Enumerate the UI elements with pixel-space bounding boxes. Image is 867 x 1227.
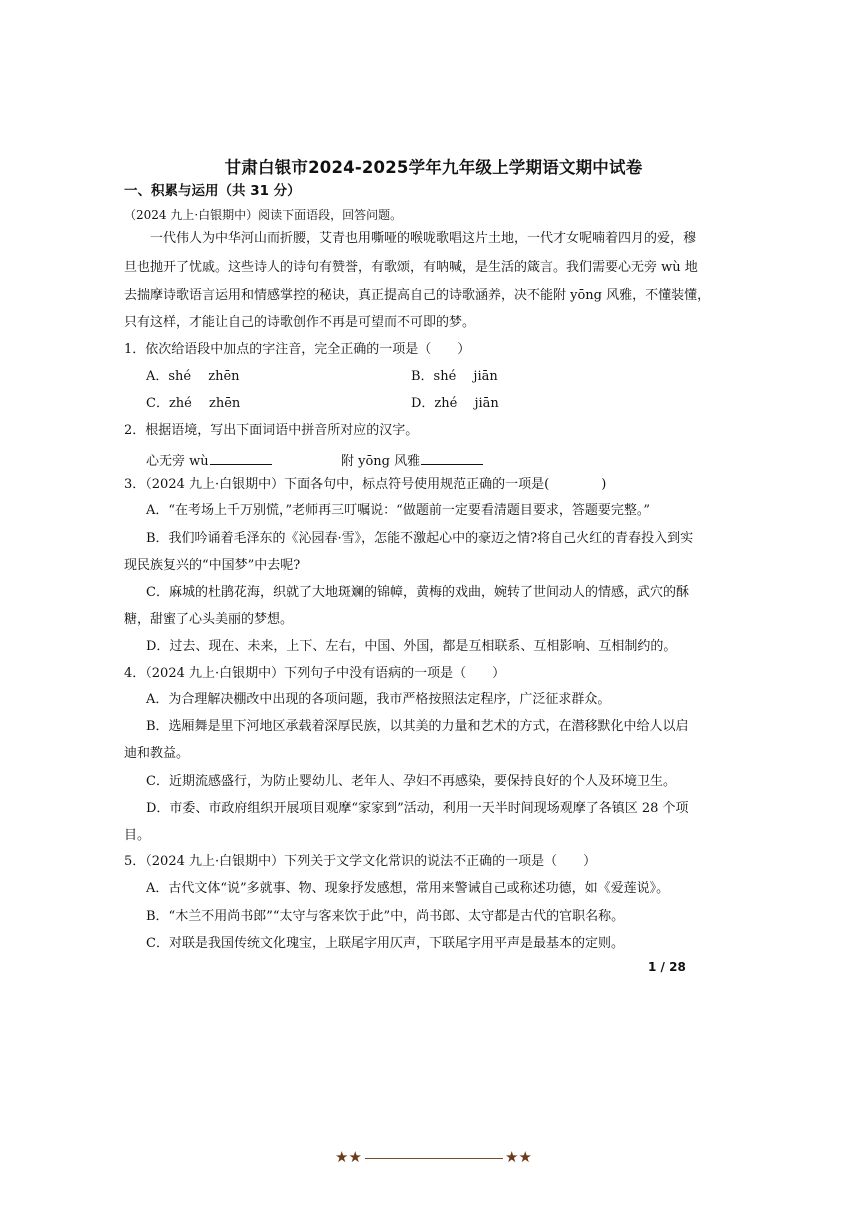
q3-option-b-cont: 现民族复兴的“中国梦”中去呢? <box>124 558 301 573</box>
q3-option-a: A．“在考场上千万别慌，”老师再三叮嘱说：“做题前一定要看清题目要求，答题要完整。” <box>146 503 650 518</box>
q4-option-b-cont: 迪和教益。 <box>124 746 190 761</box>
q3-option-c-cont: 糖，甜蜜了心头美丽的梦想。 <box>124 612 294 627</box>
q5-stem: 5．（2024 九上·白银期中）下列关于文学文化常识的说法不正确的一项是（ ） <box>124 854 597 869</box>
page-number: 1 / 28 <box>648 960 686 974</box>
q1-option-c: C．zhé zhēn <box>146 396 241 411</box>
q1-option-b: B．shé jiān <box>411 369 498 384</box>
q5-option-b: B．“木兰不用尚书郎”“太守与客来饮于此”中，尚书郎、太守都是古代的官职名称。 <box>146 909 625 924</box>
q2-left-label: 心无旁 wù <box>146 454 209 469</box>
passage-line: 只有这样，才能让自己的诗歌创作不再是可望而不可即的梦。 <box>124 315 476 330</box>
answer-blank[interactable] <box>210 450 272 465</box>
q3-option-c: C．麻城的杜鹃花海，织就了大地斑斓的锦幛，黄梅的戏曲，婉转了世间动人的情感，武穴的酥 <box>146 585 689 600</box>
exam-title: 甘肃白银市2024-2025学年九年级上学期语文期中试卷 <box>224 158 643 177</box>
q5-option-c: C．对联是我国传统文化瑰宝，上联尾字用仄声，下联尾字用平声是最基本的定则。 <box>146 936 624 951</box>
q4-option-a: A．为合理解决棚改中出现的各项问题，我市严格按照法定程序，广泛征求群众。 <box>146 692 611 707</box>
section-heading: 一、积累与运用（共 31 分） <box>124 183 301 199</box>
q2-stem: 2．根据语境，写出下面词语中拼音所对应的汉字。 <box>124 423 419 438</box>
q1-option-d: D．zhé jiān <box>411 396 499 411</box>
q5-option-a: A．古代文体“说”多就事、物、现象抒发感想，常用来警诫自己或称述功德，如《爱莲说》。 <box>146 881 670 896</box>
q1-stem: 1．依次给语段中加点的字注音，完全正确的一项是（ ） <box>124 342 471 357</box>
star-icon: ★★ <box>505 1148 532 1166</box>
q2-blank-right <box>341 450 483 471</box>
passage-line: 去揣摩诗歌语言运用和情感掌控的秘诀，真正提高自己的诗歌涵养，决不能附 yōng 风雅，不懂装懂， <box>124 288 711 303</box>
q4-option-b: B．选厢舞是里下河地区承载着深厚民族，以其美的力量和艺术的方式，在潜移默化中给人以启 <box>146 719 689 734</box>
q3-stem: 3．（2024 九上·白银期中）下面各句中，标点符号使用规范正确的一项是( ) <box>124 477 607 492</box>
q4-option-d: D．市委、市政府组织开展项目观摩“家家到”活动，利用一天半时间现场观摩了各镇区 28 个项 <box>146 801 689 816</box>
q4-option-d-cont: 目。 <box>124 828 151 843</box>
answer-blank[interactable] <box>421 450 483 465</box>
q3-option-d: D．过去、现在、未来，上下、左右，中国、外国，都是互相联系、互相影响、互相制约的。 <box>146 639 677 654</box>
q3-option-b: B．我们吟诵着毛泽东的《沁园春·雪》，怎能不激起心中的豪迈之情?将自己火红的青春投入到实 <box>146 531 694 546</box>
footer-ornament <box>335 1147 535 1167</box>
star-icon: ★★ <box>335 1148 362 1166</box>
passage-line: 一代伟人为中华河山而折腰，艾青也用嘶哑的喉咙歌唱这片土地，一代才女呢喃着四月的爱，穆 <box>150 231 697 246</box>
q2-blank-left <box>146 450 272 471</box>
q4-option-c: C．近期流感盛行，为防止婴幼儿、老年人、孕妇不再感染，要保持良好的个人及环境卫生。 <box>146 774 676 789</box>
q4-stem: 4．（2024 九上·白银期中）下列句子中没有语病的一项是（ ） <box>124 666 506 681</box>
passage-source: （2024 九上·白银期中）阅读下面语段，回答问题。 <box>124 208 403 222</box>
footer-rule <box>365 1158 503 1159</box>
q2-right-label: 附 yōng 风雅 <box>341 454 421 469</box>
passage-line: 旦也抛开了忧戚。这些诗人的诗句有赞誉，有歌颂，有呐喊，是生活的箴言。我们需要心无旁 wù 地 <box>124 260 698 275</box>
q1-option-a: A．shé zhēn <box>146 369 240 384</box>
